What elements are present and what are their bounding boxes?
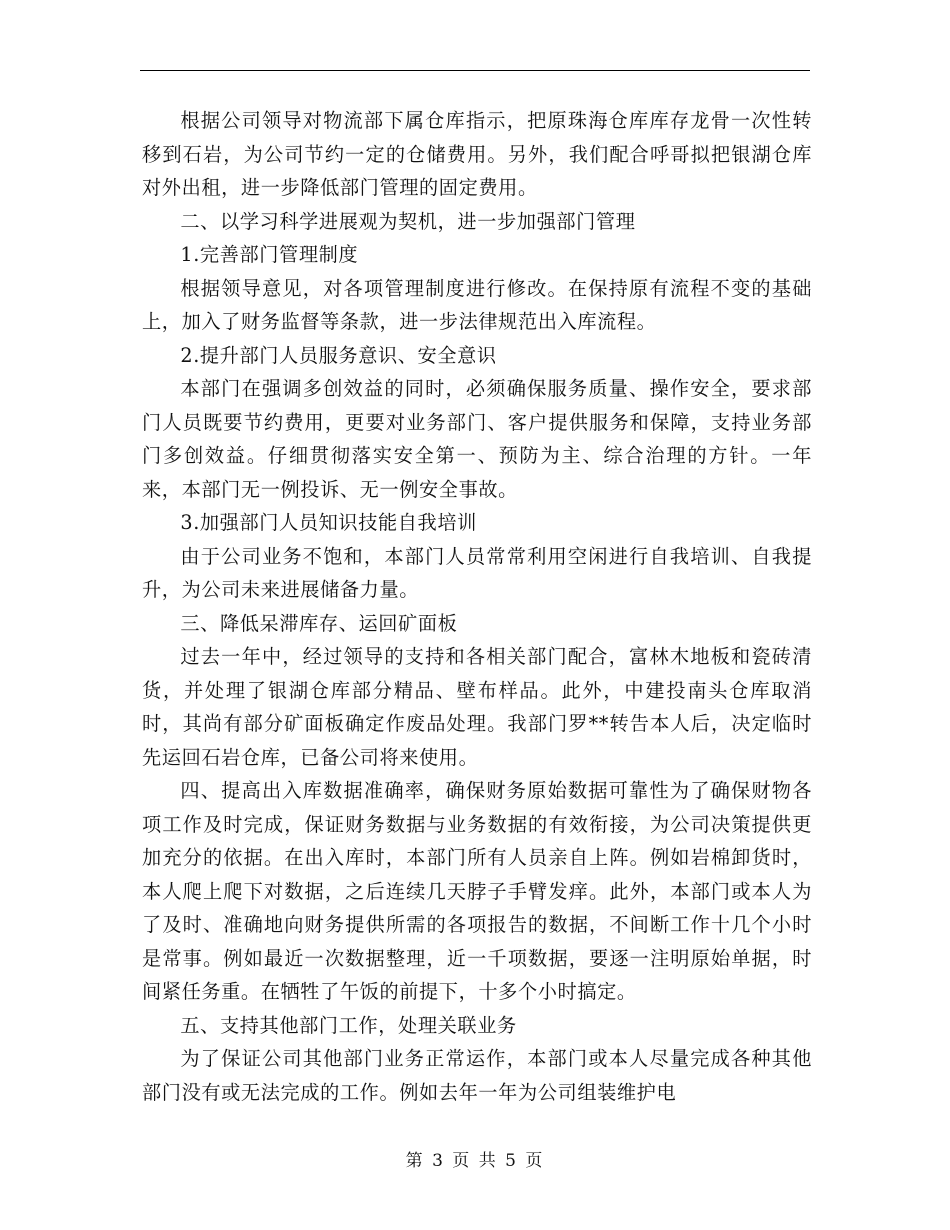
paragraph: 根据公司领导对物流部下属仓库指示，把原珠海仓库库存龙骨一次性转移到石岩，为公司节约一定的仓储费用。另外，我们配合呼哥拟把银湖仓库对外出租，进一步降低部门管理的固定费用。: [142, 109, 812, 199]
section-heading: 五、支持其他部门工作，处理关联业务: [180, 1013, 517, 1037]
page-number-footer: 第 3 页 共 5 页: [405, 1151, 545, 1171]
section-heading: 二、以学习科学进展观为契机，进一步加强部门管理: [180, 209, 636, 233]
document-body: [142, 104, 812, 1109]
header-rule: [140, 70, 810, 71]
section-heading: 三、降低呆滞库存、运回矿面板: [180, 611, 458, 635]
paragraph: 为了保证公司其他部门业务正常运作，本部门或本人尽量完成各种其他部门没有或无法完成的工作。例如去年一年为公司组装维护电: [142, 1047, 812, 1104]
paragraph: 根据领导意见，对各项管理制度进行修改。在保持原有流程不变的基础上，加入了财务监督等条款，进一步法律规范出入库流程。: [142, 276, 812, 333]
paragraph: 本部门在强调多创效益的同时，必须确保服务质量、操作安全，要求部门人员既要节约费用，更要对业务部门、客户提供服务和保障，支持业务部门多创效益。仔细贯彻落实安全第一、预防为主、综合治理的方针。一年来，本部门无一例投诉、无一例安全事故。: [142, 377, 812, 501]
paragraph: 由于公司业务不饱和，本部门人员常常利用空闲进行自我培训、自我提升，为公司未来进展储备力量。: [142, 544, 812, 601]
subsection-heading: 1.完善部门管理制度: [180, 243, 359, 266]
section-heading-paragraph: 四、提高出入库数据准确率，确保财务原始数据可靠性为了确保财物各项工作及时完成，保证财务数据与业务数据的有效衔接，为公司决策提供更加充分的依据。在出入库时，本部门所有人员亲自上阵。例如岩棉卸货时，本人爬上爬下对数据，之后连续几天脖子手臂发痒。此外，本部门或本人为了及时、准确地向财务提供所需的各项报告的数据，不间断工作十几个小时是常事。例如最近一次数据整理，近一千项数据，要逐一注明原始单据，时间紧任务重。在牺牲了午饭的前提下，十多个小时搞定。: [142, 779, 812, 1003]
subsection-heading: 2.提升部门人员服务意识、安全意识: [180, 343, 497, 367]
paragraph: 过去一年中，经过领导的支持和各相关部门配合，富林木地板和瓷砖清货，并处理了银湖仓库部分精品、壁布样品。此外，中建投南头仓库取消时，其尚有部分矿面板确定作废品处理。我部门罗**转告本人后，决定临时先运回石岩仓库，已备公司将来使用。: [142, 645, 812, 769]
subsection-heading: 3.加强部门人员知识技能自我培训: [180, 511, 477, 534]
